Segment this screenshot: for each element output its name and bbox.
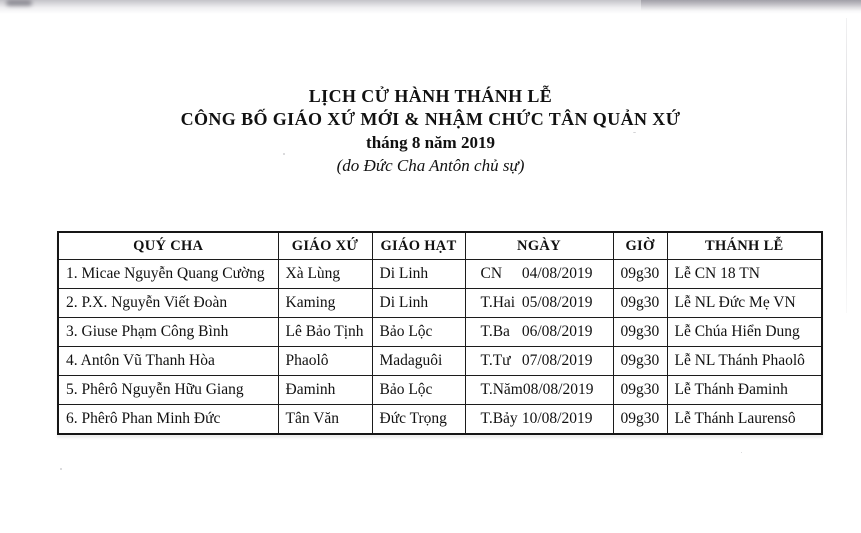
- table-row: [58, 289, 822, 318]
- cell-giao-xu: Phaolô: [278, 347, 372, 376]
- cell-ngay: [465, 347, 613, 376]
- col-header-gio: GIỜ: [613, 232, 667, 260]
- cell-quy-cha: 2. P.X. Nguyễn Viết Đoàn: [58, 289, 278, 318]
- cell-giao-xu: Xà Lùng: [278, 260, 372, 289]
- scan-speck: [741, 452, 742, 453]
- cell-gio: 09g30: [613, 318, 667, 347]
- document-title-block: [0, 85, 861, 177]
- cell-giao-hat: Madaguôi: [372, 347, 465, 376]
- cell-giao-hat: Bảo Lộc: [372, 376, 465, 405]
- cell-thanh-le: Lễ CN 18 TN: [667, 260, 822, 289]
- date-value: 06/08/2019: [521, 323, 593, 340]
- cell-giao-hat: Di Linh: [372, 260, 465, 289]
- cell-gio: 09g30: [613, 260, 667, 289]
- table-row: [58, 376, 822, 405]
- date-value: 04/08/2019: [521, 265, 593, 282]
- cell-gio: 09g30: [613, 289, 667, 318]
- title-line-1: LỊCH CỬ HÀNH THÁNH LỄ: [308, 86, 553, 106]
- day-of-week: T.Tư: [480, 352, 511, 369]
- cell-ngay: [465, 260, 613, 289]
- title-line-3: tháng 8 năm 2019: [366, 133, 495, 152]
- col-header-thanh-le: THÁNH LỄ: [667, 232, 822, 260]
- date-value: 05/08/2019: [521, 294, 593, 311]
- cell-quy-cha: 4. Antôn Vũ Thanh Hòa: [58, 347, 278, 376]
- day-of-week: T.Bảy: [480, 410, 518, 427]
- cell-ngay: [465, 376, 613, 405]
- table-row: [58, 318, 822, 347]
- title-line-2: CÔNG BỐ GIÁO XỨ MỚI & NHẬM CHỨC TÂN QUẢN XỨ: [180, 109, 681, 129]
- table-row: [58, 260, 822, 289]
- cell-thanh-le: Lễ Thánh Đaminh: [667, 376, 822, 405]
- date-value: 10/08/2019: [521, 410, 593, 427]
- cell-thanh-le: Lễ Chúa Hiển Dung: [667, 318, 822, 347]
- cell-ngay: [465, 318, 613, 347]
- cell-quy-cha: 5. Phêrô Nguyễn Hữu Giang: [58, 376, 278, 405]
- cell-quy-cha: 6. Phêrô Phan Minh Đức: [58, 405, 278, 435]
- day-of-week: CN: [480, 265, 503, 282]
- cell-gio: 09g30: [613, 376, 667, 405]
- cell-quy-cha: 3. Giuse Phạm Công Bình: [58, 318, 278, 347]
- scan-shadow-top-right: [641, 0, 861, 11]
- cell-thanh-le: Lễ NL Đức Mẹ VN: [667, 289, 822, 318]
- col-header-giao-xu: GIÁO XỨ: [278, 232, 372, 260]
- cell-giao-xu: Đaminh: [278, 376, 372, 405]
- cell-gio: 09g30: [613, 405, 667, 435]
- mass-schedule-table: [57, 231, 823, 435]
- title-line-4: (do Đức Cha Antôn chủ sự): [336, 156, 525, 175]
- cell-quy-cha: 1. Micae Nguyễn Quang Cường: [58, 260, 278, 289]
- cell-giao-hat: Di Linh: [372, 289, 465, 318]
- cell-giao-hat: Đức Trọng: [372, 405, 465, 435]
- cell-ngay: [465, 405, 613, 435]
- date-value: 08/08/2019: [522, 381, 594, 398]
- day-of-week: T.Ba: [480, 323, 510, 340]
- table-header-row: [58, 232, 822, 260]
- cell-giao-xu: Lê Bảo Tịnh: [278, 318, 372, 347]
- day-of-week: T.Hai: [480, 294, 516, 311]
- col-header-giao-hat: GIÁO HẠT: [372, 232, 465, 260]
- cell-giao-xu: Tân Văn: [278, 405, 372, 435]
- scan-smudge-top-left: [6, 0, 32, 6]
- cell-thanh-le: Lễ Thánh Laurensô: [667, 405, 822, 435]
- col-header-ngay: NGÀY: [465, 232, 613, 260]
- scan-shadow-top: [0, 0, 861, 14]
- cell-giao-hat: Bảo Lộc: [372, 318, 465, 347]
- cell-gio: 09g30: [613, 347, 667, 376]
- date-value: 07/08/2019: [521, 352, 593, 369]
- day-of-week: T.Năm: [480, 381, 523, 398]
- cell-giao-xu: Kaming: [278, 289, 372, 318]
- scan-speck: [60, 468, 62, 470]
- table-row: [58, 347, 822, 376]
- table-row: [58, 405, 822, 435]
- col-header-quy-cha: QUÝ CHA: [58, 232, 278, 260]
- cell-thanh-le: Lễ NL Thánh Phaolô: [667, 347, 822, 376]
- cell-ngay: [465, 289, 613, 318]
